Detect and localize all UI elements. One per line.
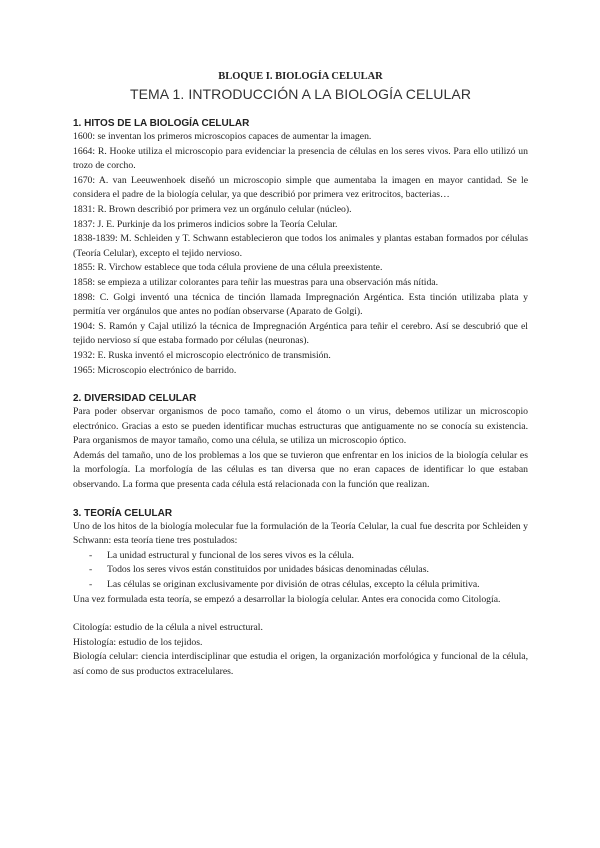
paragraph: Uno de los hitos de la biología molecular fue la formulación de la Teoría Celular, la cual fue descrita por Schleiden y Schwann: esta teoría tiene tres postulados: [73,520,528,547]
postulate-item: - Las células se originan exclusivamente por división de otras células, excepto la célula primitiva. [89,578,528,593]
section-cell-theory [73,507,528,608]
milestone-item: 1670: A. van Leeuwenhoek diseñó un microscopio simple que aumentaba la imagen en mayor cantidad. Se le considera el padre de la biología celular, ya que describió por primera vez eritrocitos, bacterias… [73,174,528,201]
milestone-item: 1858: se empieza a utilizar colorantes para teñir las muestras para una observación más nítida. [73,276,439,288]
paragraph: Una vez formulada esta teoría, se empezó a desarrollar la biología celular. Antes era conocida como Citología. [73,593,501,605]
section-milestones [73,117,528,378]
spacer [73,607,528,621]
postulate-list [89,549,528,593]
section-title: 1. HITOS DE LA BIOLOGÍA CELULAR [73,118,250,129]
definition-item: Biología celular: ciencia interdisciplinar que estudia el origen, la organización morfológica y funcional de la célula, así como de sus productos extracelulares. [73,651,528,677]
spacer [73,493,528,507]
definition-item: Citología: estudio de la célula a nivel estructural. [73,622,263,634]
paragraph: Para poder observar organismos de poco tamaño, como el átomo o un virus, debemos utilizar un microscopio electrónico. Gracias a esto se pueden identificar muchas estructuras que antiguamente no se conocía su existencia. Para organismos de mayor tamaño, como una célula, se utiliza un microscopio óptico. [73,406,528,447]
milestone-item: 1904: S. Ramón y Cajal utilizó la técnica de Impregnación Argéntica para teñir el cerebro. Así se descubrió que el tejido nervioso sí que estaba formado por células (neuronas). [73,320,528,347]
milestone-item: 1855: R. Virchow establece que toda célula proviene de una célula preexistente. [73,262,383,274]
postulate-item: - Todos los seres vivos están constituidos por unidades básicas denominadas células. [89,563,528,578]
milestone-item: 1932: E. Ruska inventó el microscopio electrónico de transmisión. [73,349,331,361]
spacer [73,378,528,392]
milestone-item: 1898: C. Golgi inventó una técnica de tinción llamada Impregnación Argéntica. Esta tinción utilizaba plata y permitía ver orgánulos que antes no podían observarse (Aparato de Golgi). [73,291,528,318]
paragraph: Además del tamaño, uno de los problemas a los que se tuvieron que enfrentar en los inicios de la biología celular es la morfología. La morfología de las células es tan diversa que no eran capaces de identificar lo que estaban observando. La forma que presenta cada célula está relacionada con la función que realizan. [73,449,528,491]
section-title: 2. DIVERSIDAD CELULAR [73,393,197,405]
section-title: 3. TEORÍA CELULAR [73,507,173,519]
topic-title: TEMA 1. INTRODUCCIÓN A LA BIOLOGÍA CELULAR [129,86,472,102]
milestone-item: 1837: J. E. Purkinje da los primeros indicios sobre la Teoría Celular. [73,218,338,230]
document-page [73,70,528,680]
milestone-item: 1600: se inventan los primeros microscopios capaces de aumentar la imagen. [73,131,372,142]
block-title: BLOQUE I. BIOLOGÍA CELULAR [218,71,383,82]
section-diversity [73,392,528,493]
milestone-item: 1831: R. Brown describió por primera vez un orgánulo celular (núcleo). [73,203,352,215]
definitions [73,621,528,679]
milestone-item: 1664: R. Hooke utiliza el microscopio para evidenciar la presencia de células en los seres vivos. Para ello utilizó un trozo de corcho. [73,145,528,172]
postulate-item: - La unidad estructural y funcional de los seres vivos es la célula. [89,549,528,564]
definition-item: Histología: estudio de los tejidos. [73,636,203,648]
milestone-item: 1838-1839: M. Schleiden y T. Schwann establecieron que todos los animales y plantas estaban formados por células (Teoría Celular), excepto el tejido nervioso. [73,233,528,259]
milestone-item: 1965: Microscopio electrónico de barrido. [73,364,237,376]
